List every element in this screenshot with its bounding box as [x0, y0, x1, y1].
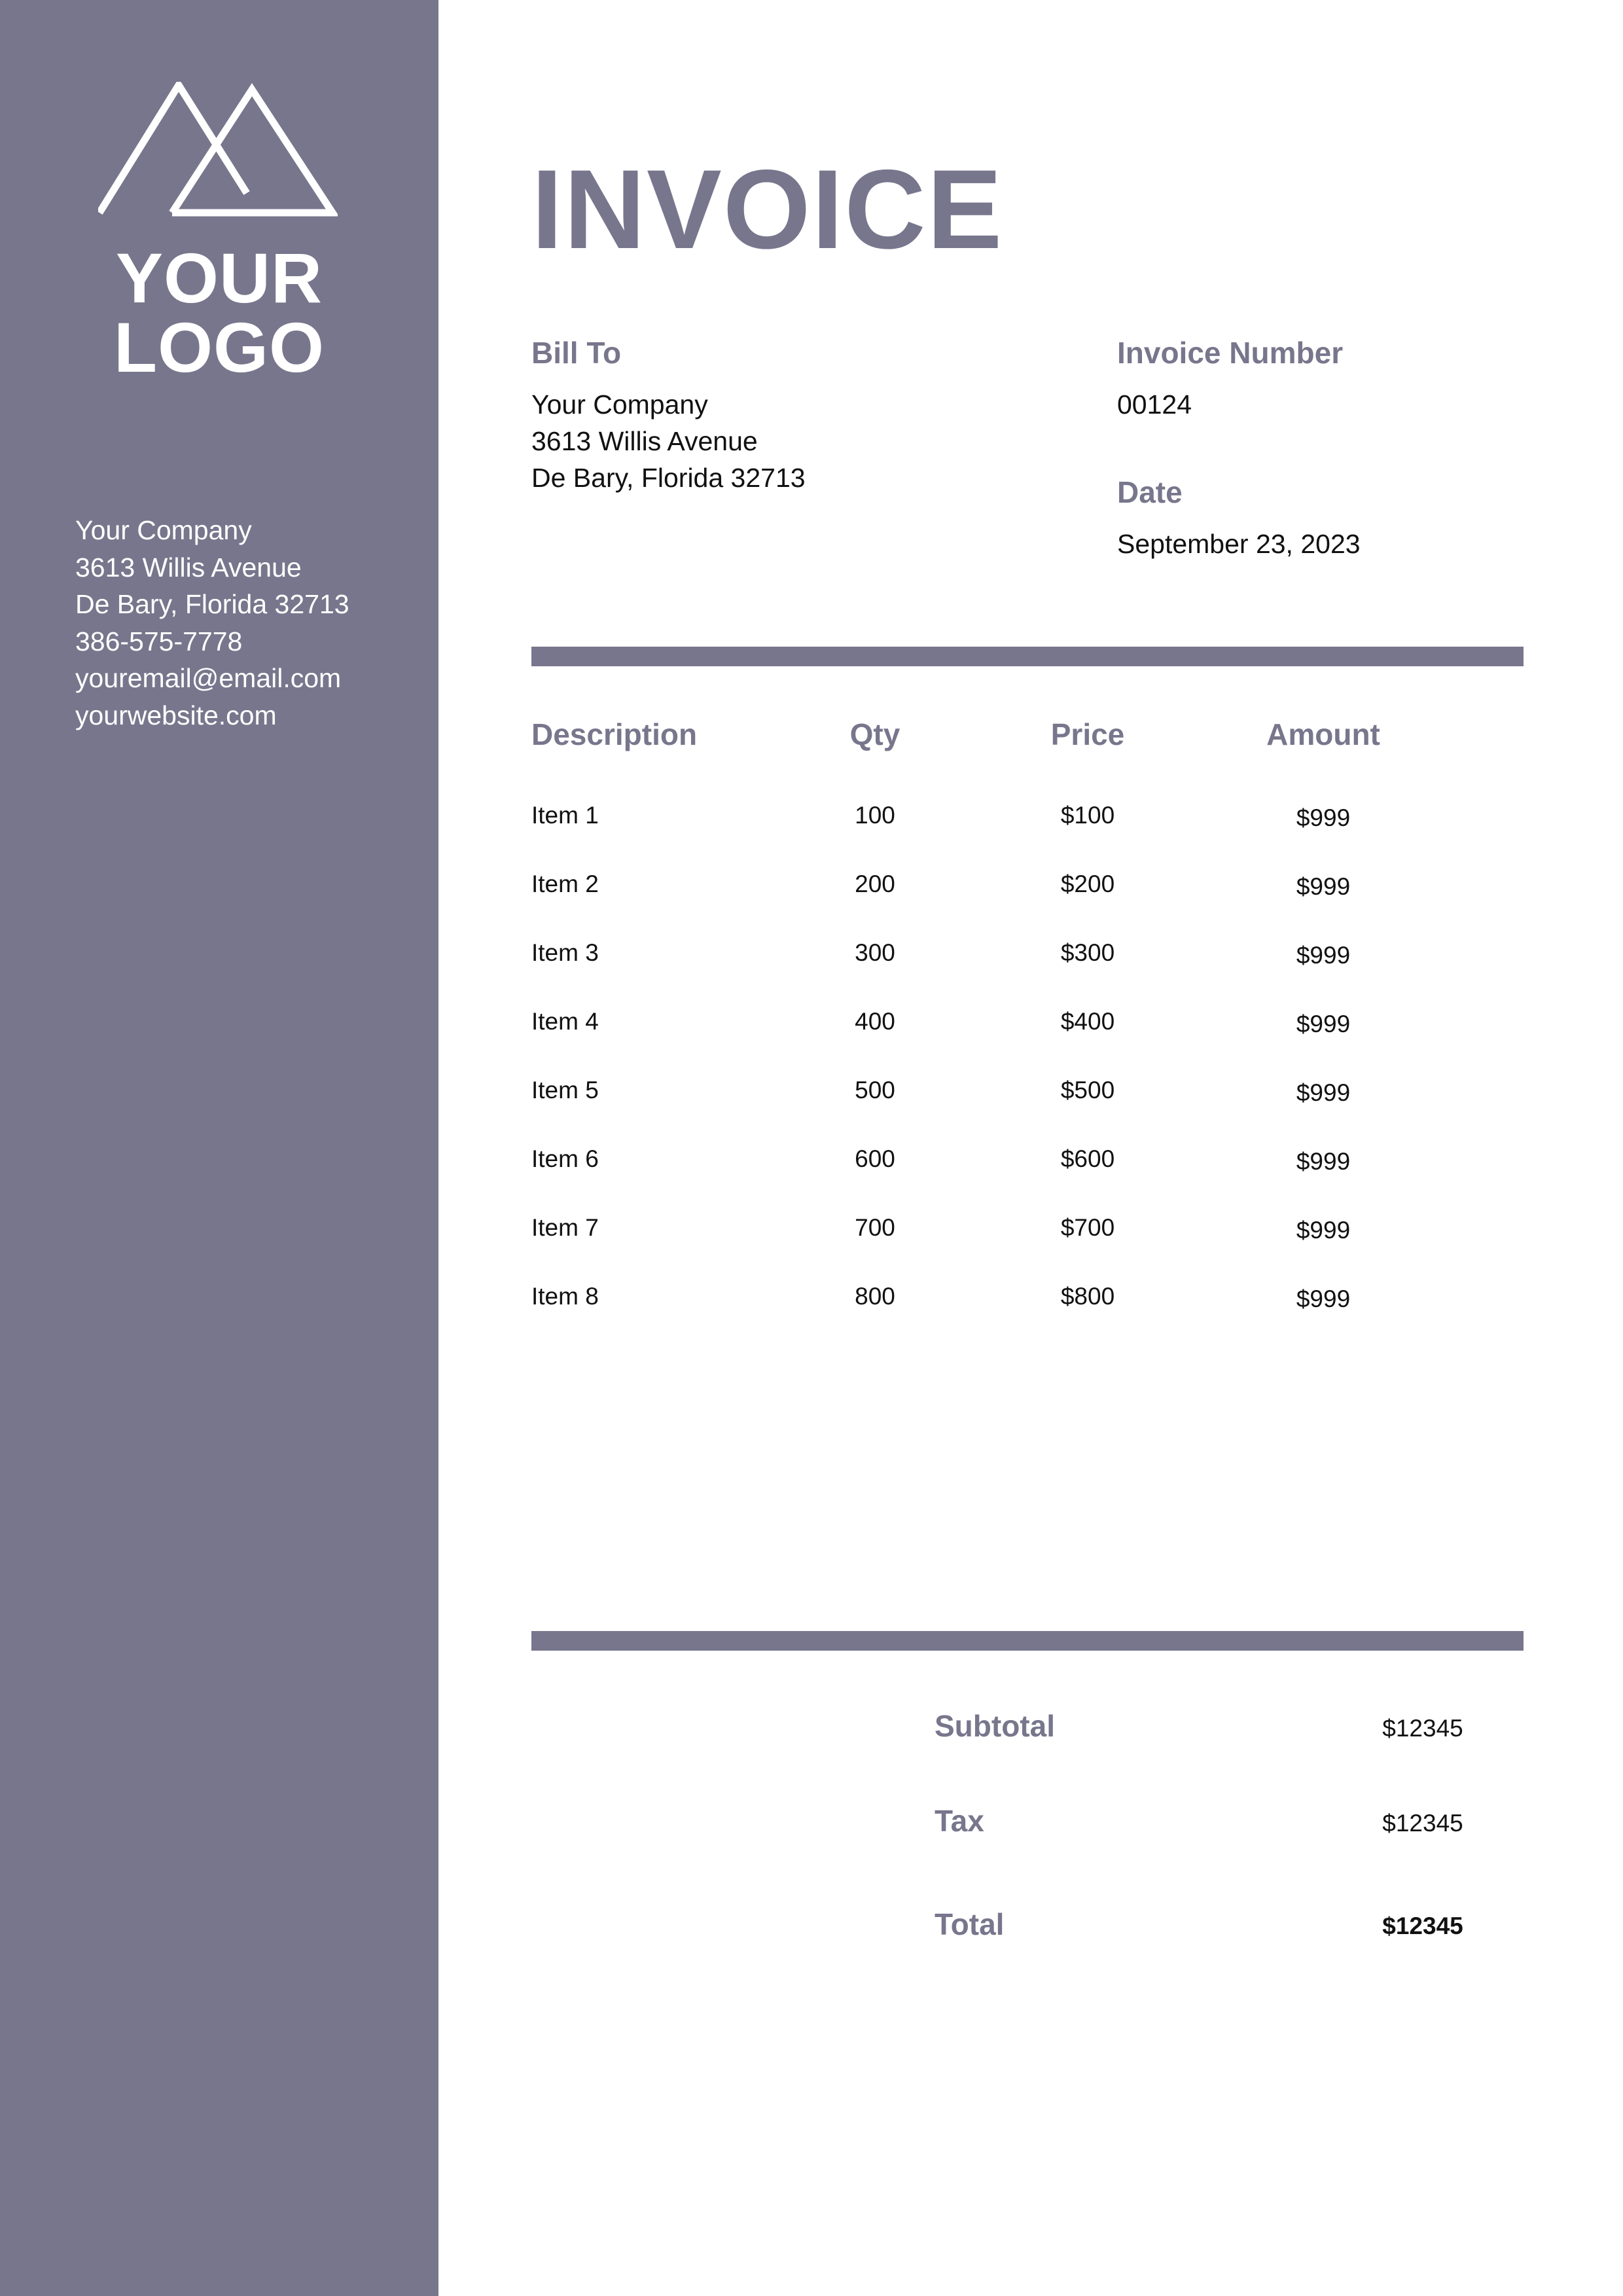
bill-to-label: Bill To — [531, 336, 622, 370]
item-description: Item 1 — [531, 802, 599, 829]
item-description: Item 2 — [531, 870, 599, 897]
date-value: September 23, 2023 — [1117, 529, 1361, 559]
item-qty: 100 — [855, 802, 895, 829]
table-row — [531, 802, 1524, 870]
item-price: $600 — [1060, 1145, 1115, 1172]
item-amount: $999 — [1296, 942, 1351, 969]
item-price: $700 — [1060, 1214, 1115, 1241]
logo-text-line2: LOGO — [114, 308, 325, 387]
line-items-table — [531, 802, 1524, 1352]
subtotal-label: Subtotal — [935, 1709, 1055, 1743]
tax-label: Tax — [935, 1804, 984, 1838]
item-description: Item 6 — [531, 1145, 599, 1172]
bill-to-company: Your Company — [531, 389, 708, 420]
sender-city: De Bary, Florida 32713 — [75, 589, 349, 619]
item-price: $400 — [1060, 1008, 1115, 1035]
item-description: Item 3 — [531, 939, 599, 966]
invoice-number-value: 00124 — [1117, 389, 1192, 420]
total-value: $12345 — [1382, 1912, 1463, 1939]
table-row — [531, 1214, 1524, 1283]
sender-address-block — [75, 512, 349, 734]
item-qty: 500 — [855, 1077, 895, 1103]
item-description: Item 7 — [531, 1214, 599, 1241]
logo-text-line1: YOUR — [115, 238, 323, 317]
item-amount: $999 — [1296, 804, 1351, 831]
table-row — [531, 939, 1524, 1008]
bill-to-city: De Bary, Florida 32713 — [531, 463, 806, 493]
tax-value: $12345 — [1382, 1810, 1463, 1837]
item-description: Item 5 — [531, 1077, 599, 1103]
item-price: $800 — [1060, 1283, 1115, 1310]
item-qty: 700 — [855, 1214, 895, 1241]
item-price: $300 — [1060, 939, 1115, 966]
item-amount: $999 — [1296, 1148, 1351, 1175]
sidebar — [0, 0, 438, 2296]
table-row — [531, 1077, 1524, 1145]
item-description: Item 8 — [531, 1283, 599, 1310]
item-qty: 400 — [855, 1008, 895, 1035]
item-qty: 600 — [855, 1145, 895, 1172]
total-label: Total — [935, 1907, 1005, 1941]
table-row — [531, 1008, 1524, 1077]
sender-company: Your Company — [75, 515, 252, 545]
item-price: $200 — [1060, 870, 1115, 897]
item-amount: $999 — [1296, 1079, 1351, 1106]
invoice-number-label: Invoice Number — [1117, 336, 1344, 370]
column-header-qty: Qty — [849, 717, 901, 751]
subtotal-value: $12345 — [1382, 1715, 1463, 1742]
date-label: Date — [1117, 475, 1183, 509]
item-qty: 200 — [855, 870, 895, 897]
column-header-description: Description — [531, 717, 698, 751]
item-qty: 300 — [855, 939, 895, 966]
bottom-divider — [531, 1631, 1524, 1651]
column-header-price: Price — [1050, 717, 1125, 751]
column-header-amount: Amount — [1266, 717, 1380, 751]
table-row — [531, 1145, 1524, 1214]
table-row — [531, 870, 1524, 939]
bill-to-street: 3613 Willis Avenue — [531, 426, 758, 456]
mountains-logo-icon — [98, 82, 338, 219]
item-amount: $999 — [1296, 1011, 1351, 1037]
item-amount: $999 — [1296, 1217, 1351, 1244]
top-divider — [531, 647, 1524, 666]
table-row — [531, 1283, 1524, 1352]
invoice-title: INVOICE — [531, 147, 1004, 272]
sender-street: 3613 Willis Avenue — [75, 552, 302, 583]
item-price: $500 — [1060, 1077, 1115, 1103]
sender-email: youremail@email.com — [75, 663, 342, 693]
item-qty: 800 — [855, 1283, 895, 1310]
item-description: Item 4 — [531, 1008, 599, 1035]
sender-website: yourwebsite.com — [75, 700, 277, 730]
item-amount: $999 — [1296, 1285, 1351, 1312]
sender-phone: 386-575-7778 — [75, 626, 243, 656]
item-price: $100 — [1060, 802, 1115, 829]
item-amount: $999 — [1296, 873, 1351, 900]
